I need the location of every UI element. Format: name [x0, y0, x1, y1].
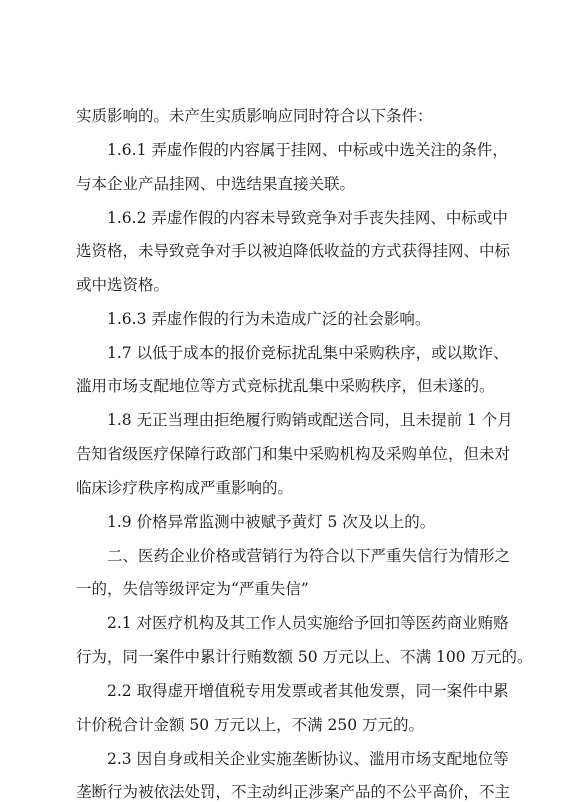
text-line: 1.7 以低于成本的报价竞标扰乱集中采购秩序，或以欺诈、 [107, 344, 509, 362]
text-line: 2.2 取得虚开增值税专用发票或者其他发票，同一案件中累 [107, 682, 509, 700]
text-line: 垄断行为被依法处罚，不主动纠正涉案产品的不公平高价，不主 [76, 783, 511, 801]
text-line: 行为，同一案件中累计行贿数额 50 万元以上、不满 100 万元的。 [76, 648, 533, 666]
text-line: 1.6.1 弄虚作假的内容属于挂网、中标或中选关注的条件， [107, 141, 508, 159]
text-line: 与本企业产品挂网、中选结果直接关联。 [76, 175, 356, 193]
text-line: 1.9 价格异常监测中被赋予黄灯 5 次及以上的。 [107, 513, 436, 531]
text-line: 选资格，未导致竞争对手以被迫降低收益的方式获得挂网、中标 [76, 242, 511, 260]
text-line: 2.1 对医疗机构及其工作人员实施给予回扣等医药商业贿赂 [107, 614, 509, 632]
text-line: 2.3 因自身或相关企业实施垄断协议、滥用市场支配地位等 [107, 750, 509, 768]
text-line: 滥用市场支配地位等方式竞标扰乱集中采购秩序，但未遂的。 [76, 377, 495, 395]
text-line: 一的，失信等级评定为“严重失信” [76, 580, 309, 598]
text-line: 临床诊疗秩序构成严重影响的。 [76, 479, 294, 497]
text-line: 二、医药企业价格或营销行为符合以下严重失信行为情形之 [107, 547, 511, 565]
text-line: 告知省级医疗保障行政部门和集中采购机构及采购单位，但未对 [76, 445, 511, 463]
text-line: 1.6.2 弄虚作假的内容未导致竞争对手丧失挂网、中标或中 [107, 209, 508, 227]
text-line: 计价税合计金额 50 万元以上，不满 250 万元的。 [76, 716, 425, 734]
text-line: 1.8 无正当理由拒绝履行购销或配送合同，且未提前 1 个月 [107, 411, 513, 429]
text-line: 1.6.3 弄虚作假的行为未造成广泛的社会影响。 [107, 310, 431, 328]
text-line: 实质影响的。未产生实质影响应同时符合以下条件： [76, 107, 433, 125]
text-line: 或中选资格。 [76, 276, 170, 294]
